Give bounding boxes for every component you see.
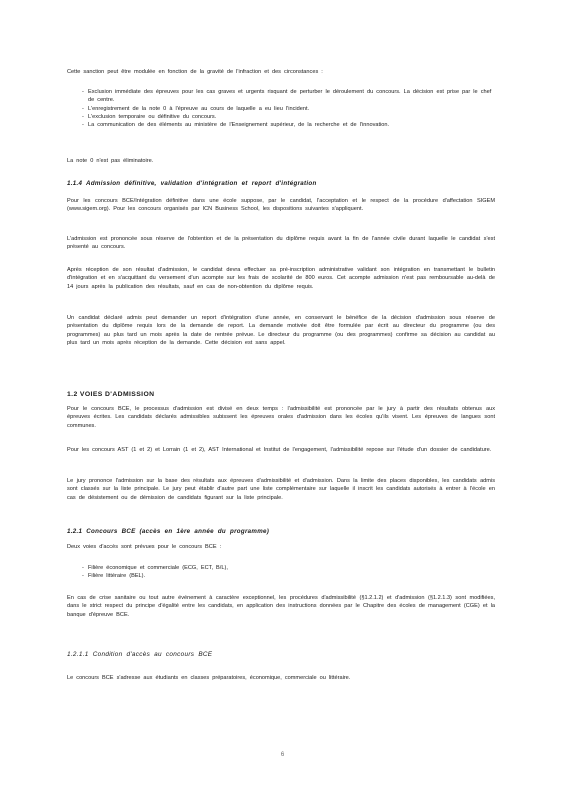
- section-heading-1-2-1: 1.2.1 Concours BCE (accès en 1ère année du programme): [67, 528, 270, 535]
- paragraph: Un candidat déclaré admis peut demander un report d'intégration d'une année, en conservant le bénéfice de la décision d'admission sous réserve de présentation du diplôme requis lors de la demande de report. La demande motivée doit être formulée par écrit au directeur du programme (ou des programmes) au plus tard un mois après la date de rentrée prévue. Le directeur du programme (ou des programmes) confirme sa décision au candidat au plus tard un mois après réception de la demande. Cette décision est sans appel.: [67, 315, 495, 346]
- list-item: - Filière économique et commerciale (ECG, ECT, B/L),: [82, 564, 494, 572]
- list-item: - Exclusion immédiate des épreuves pour les cas graves et urgents risquant de perturber le déroulement du concours. La décision est prise par le chef de centre.: [82, 88, 494, 105]
- paragraph: Après réception de son résultat d'admission, le candidat devra effectuer sa pré-inscription administrative validant son intégration en transmettant le bulletin d'intégration et en s'acquittant du versement d'un acompte sur les frais de scolarité de 800 euros. Cet acompte admission n'est pas remboursable au-delà de 14 jours après la publication des résultats, sauf en cas de non-obtention du diplôme requis.: [67, 267, 495, 290]
- section-heading-1-1-4: 1.1.4 Admission définitive, validation d'intégration et report d'intégration: [67, 180, 317, 187]
- paragraph: Pour les concours AST (1 et 2) et Lorrain (1 et 2), AST International et Institut de l'engagement, l'admissibilité repose sur l'étude d'un dossier de candidature.: [67, 447, 492, 453]
- paragraph: Deux voies d'accès sont prévues pour le concours BCE :: [67, 544, 222, 550]
- sanctions-list: [82, 88, 494, 129]
- filieres-list: [82, 564, 494, 581]
- paragraph: Le concours BCE s'adresse aux étudiants en classes préparatoires, économique, commerciale ou littéraire.: [67, 675, 351, 681]
- list-item: - La communication de des éléments au ministère de l'Enseignement supérieur, de la recherche et de l'innovation.: [82, 121, 494, 129]
- paragraph: L'admission est prononcée sous réserve de l'obtention et de la présentation du diplôme requis avant la fin de l'année civile durant laquelle le candidat s'est présenté au concours.: [67, 236, 495, 251]
- paragraph: Pour le concours BCE, le processus d'admission est divisé en deux temps : l'admissibilité est prononcée par le jury à partir des résultats obtenus aux épreuves écrites. Les candidats déclarés admissibles subissent les épreuves orales d'admission dans les écoles qu'ils visent. Les épreuves de langues sont communes.: [67, 406, 495, 429]
- list-item: - L'enregistrement de la note 0 à l'épreuve au cours de laquelle a eu lieu l'incident.: [82, 105, 494, 113]
- page-number: 6: [280, 752, 285, 758]
- section-heading-1-2-1-1: 1.2.1.1 Condition d'accès au concours BCE: [67, 651, 213, 658]
- paragraph: Pour les concours BCE/Intégration définitive dans une école suppose, par le candidat, l'acceptation et le respect de la procédure d'affectation SIGEM (www.sigem.org). Pour les concours organisés par ICN Business School, les dispositions suivantes s'appliquent.: [67, 198, 495, 213]
- section-heading-1-2: 1.2 VOIES D'ADMISSION: [67, 391, 155, 398]
- paragraph: Le jury prononce l'admission sur la base des résultats aux épreuves d'admissibilité et d'admission. Dans la limite des places disponibles, les candidats admis sont classés sur la liste principale. Le jury peut établir d'autre part une liste complémentaire sur laquelle il inscrit les candidats autorisés à entrer à l'école en cas de désistement ou de démission de candidats figurant sur la liste principale.: [67, 478, 495, 501]
- note-zero-paragraph: La note 0 n'est pas éliminatoire.: [67, 158, 154, 164]
- list-item: - Filière littéraire (BEL).: [82, 572, 494, 580]
- paragraph: En cas de crise sanitaire ou tout autre événement à caractère exceptionnel, les procédures d'admissibilité (§1.2.1.2) et d'admission (§1.2.1.3) sont modifiées, dans le strict respect du principe d'égalité entre les candidats, en application des instructions données par le Chapitre des écoles de management (CGE) et la banque d'épreuve BCE.: [67, 595, 495, 618]
- intro-paragraph: Cette sanction peut être modulée en fonction de la gravité de l'infraction et des circonstances :: [67, 69, 323, 75]
- list-item: - L'exclusion temporaire ou définitive du concours.: [82, 113, 494, 121]
